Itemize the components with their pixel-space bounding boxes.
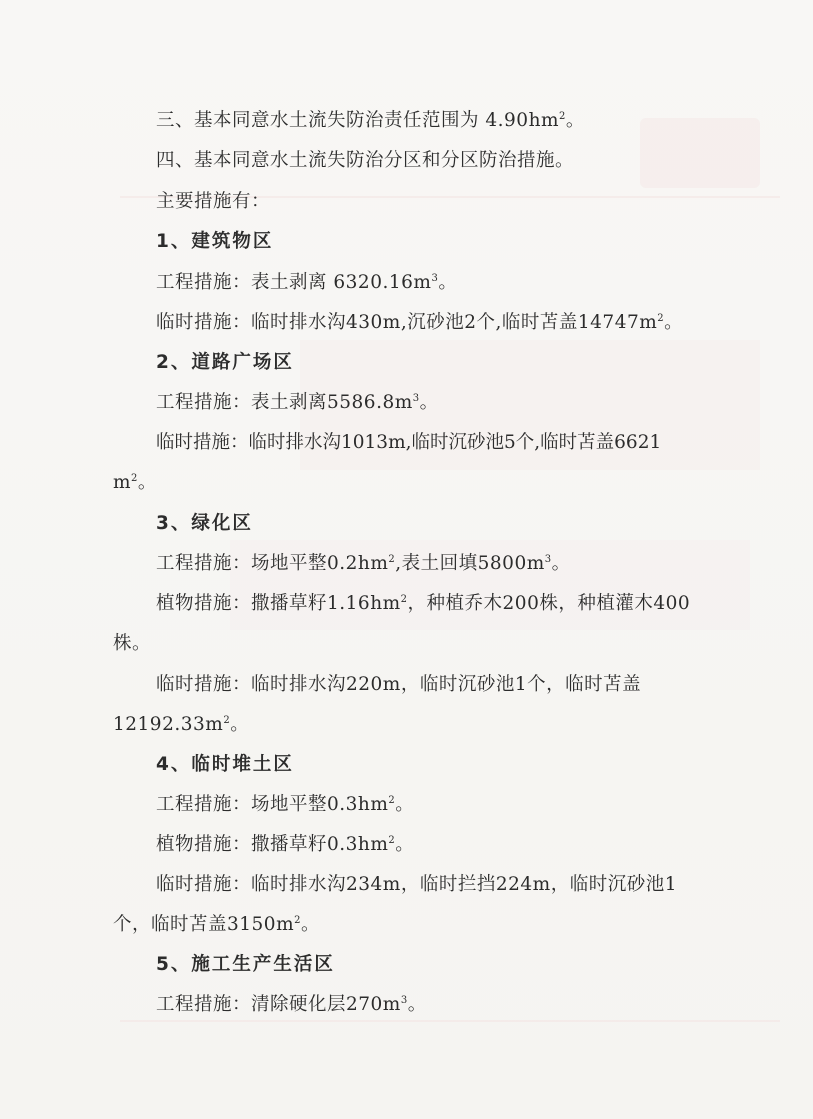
stockpile-temporary: 临时措施：临时排水沟234m，临时拦挡224m，临时沉砂池1 [156,874,677,895]
stockpile-temporary-cont: 个，临时苫盖$3150m^2$。 [113,914,321,935]
roads-engineering: 工程措施：表土剥离$5586.8m^3$。 [156,392,439,413]
section-heading-buildings: 1、建筑物区 [156,231,274,252]
construction-engineering: 工程措施：清除硬化层$270m^3$。 [156,994,427,1015]
buildings-temporary: 临时措施：临时排水沟430m,沉砂池2个,临时苫盖$14747m^2$。 [156,312,684,333]
paragraph-scope: 三、基本同意水土流失防治责任范围为 $4.90hm^2$。 [156,110,585,131]
section-heading-construction: 5、施工生产生活区 [156,954,335,975]
section-heading-roads: 2、道路广场区 [156,352,294,373]
greening-temporary: 临时措施：临时排水沟220m，临时沉砂池1个，临时苫盖 [156,674,642,695]
bleed-mark [640,118,760,188]
stockpile-plant: 植物措施：撒播草籽$0.3hm^2$。 [156,834,415,855]
paragraph-zoning: 四、基本同意水土流失防治分区和分区防治措施。 [156,150,575,171]
greening-plant-cont: 株。 [113,633,152,654]
roads-temporary-cont: $m^2$。 [113,472,157,493]
paragraph-main-measures: 主要措施有： [156,191,271,212]
section-heading-stockpile: 4、临时堆土区 [156,754,294,775]
section-heading-greening: 3、绿化区 [156,513,253,534]
stockpile-engineering: 工程措施：场地平整$0.3hm^2$。 [156,794,415,815]
greening-plant: 植物措施：撒播草籽$1.16hm^2$，种植乔木200株，种植灌木400 [156,593,691,614]
roads-temporary: 临时措施：临时排水沟1013m,临时沉砂池5个,临时苫盖6621 [156,432,662,453]
bleed-mark [120,1020,780,1022]
buildings-engineering: 工程措施：表土剥离 $6320.16m^3$。 [156,272,458,293]
greening-temporary-cont: $12192.33m^2$。 [113,714,250,735]
greening-engineering: 工程措施：场地平整$0.2hm^2$,表土回填$5800m^3$。 [156,553,571,574]
